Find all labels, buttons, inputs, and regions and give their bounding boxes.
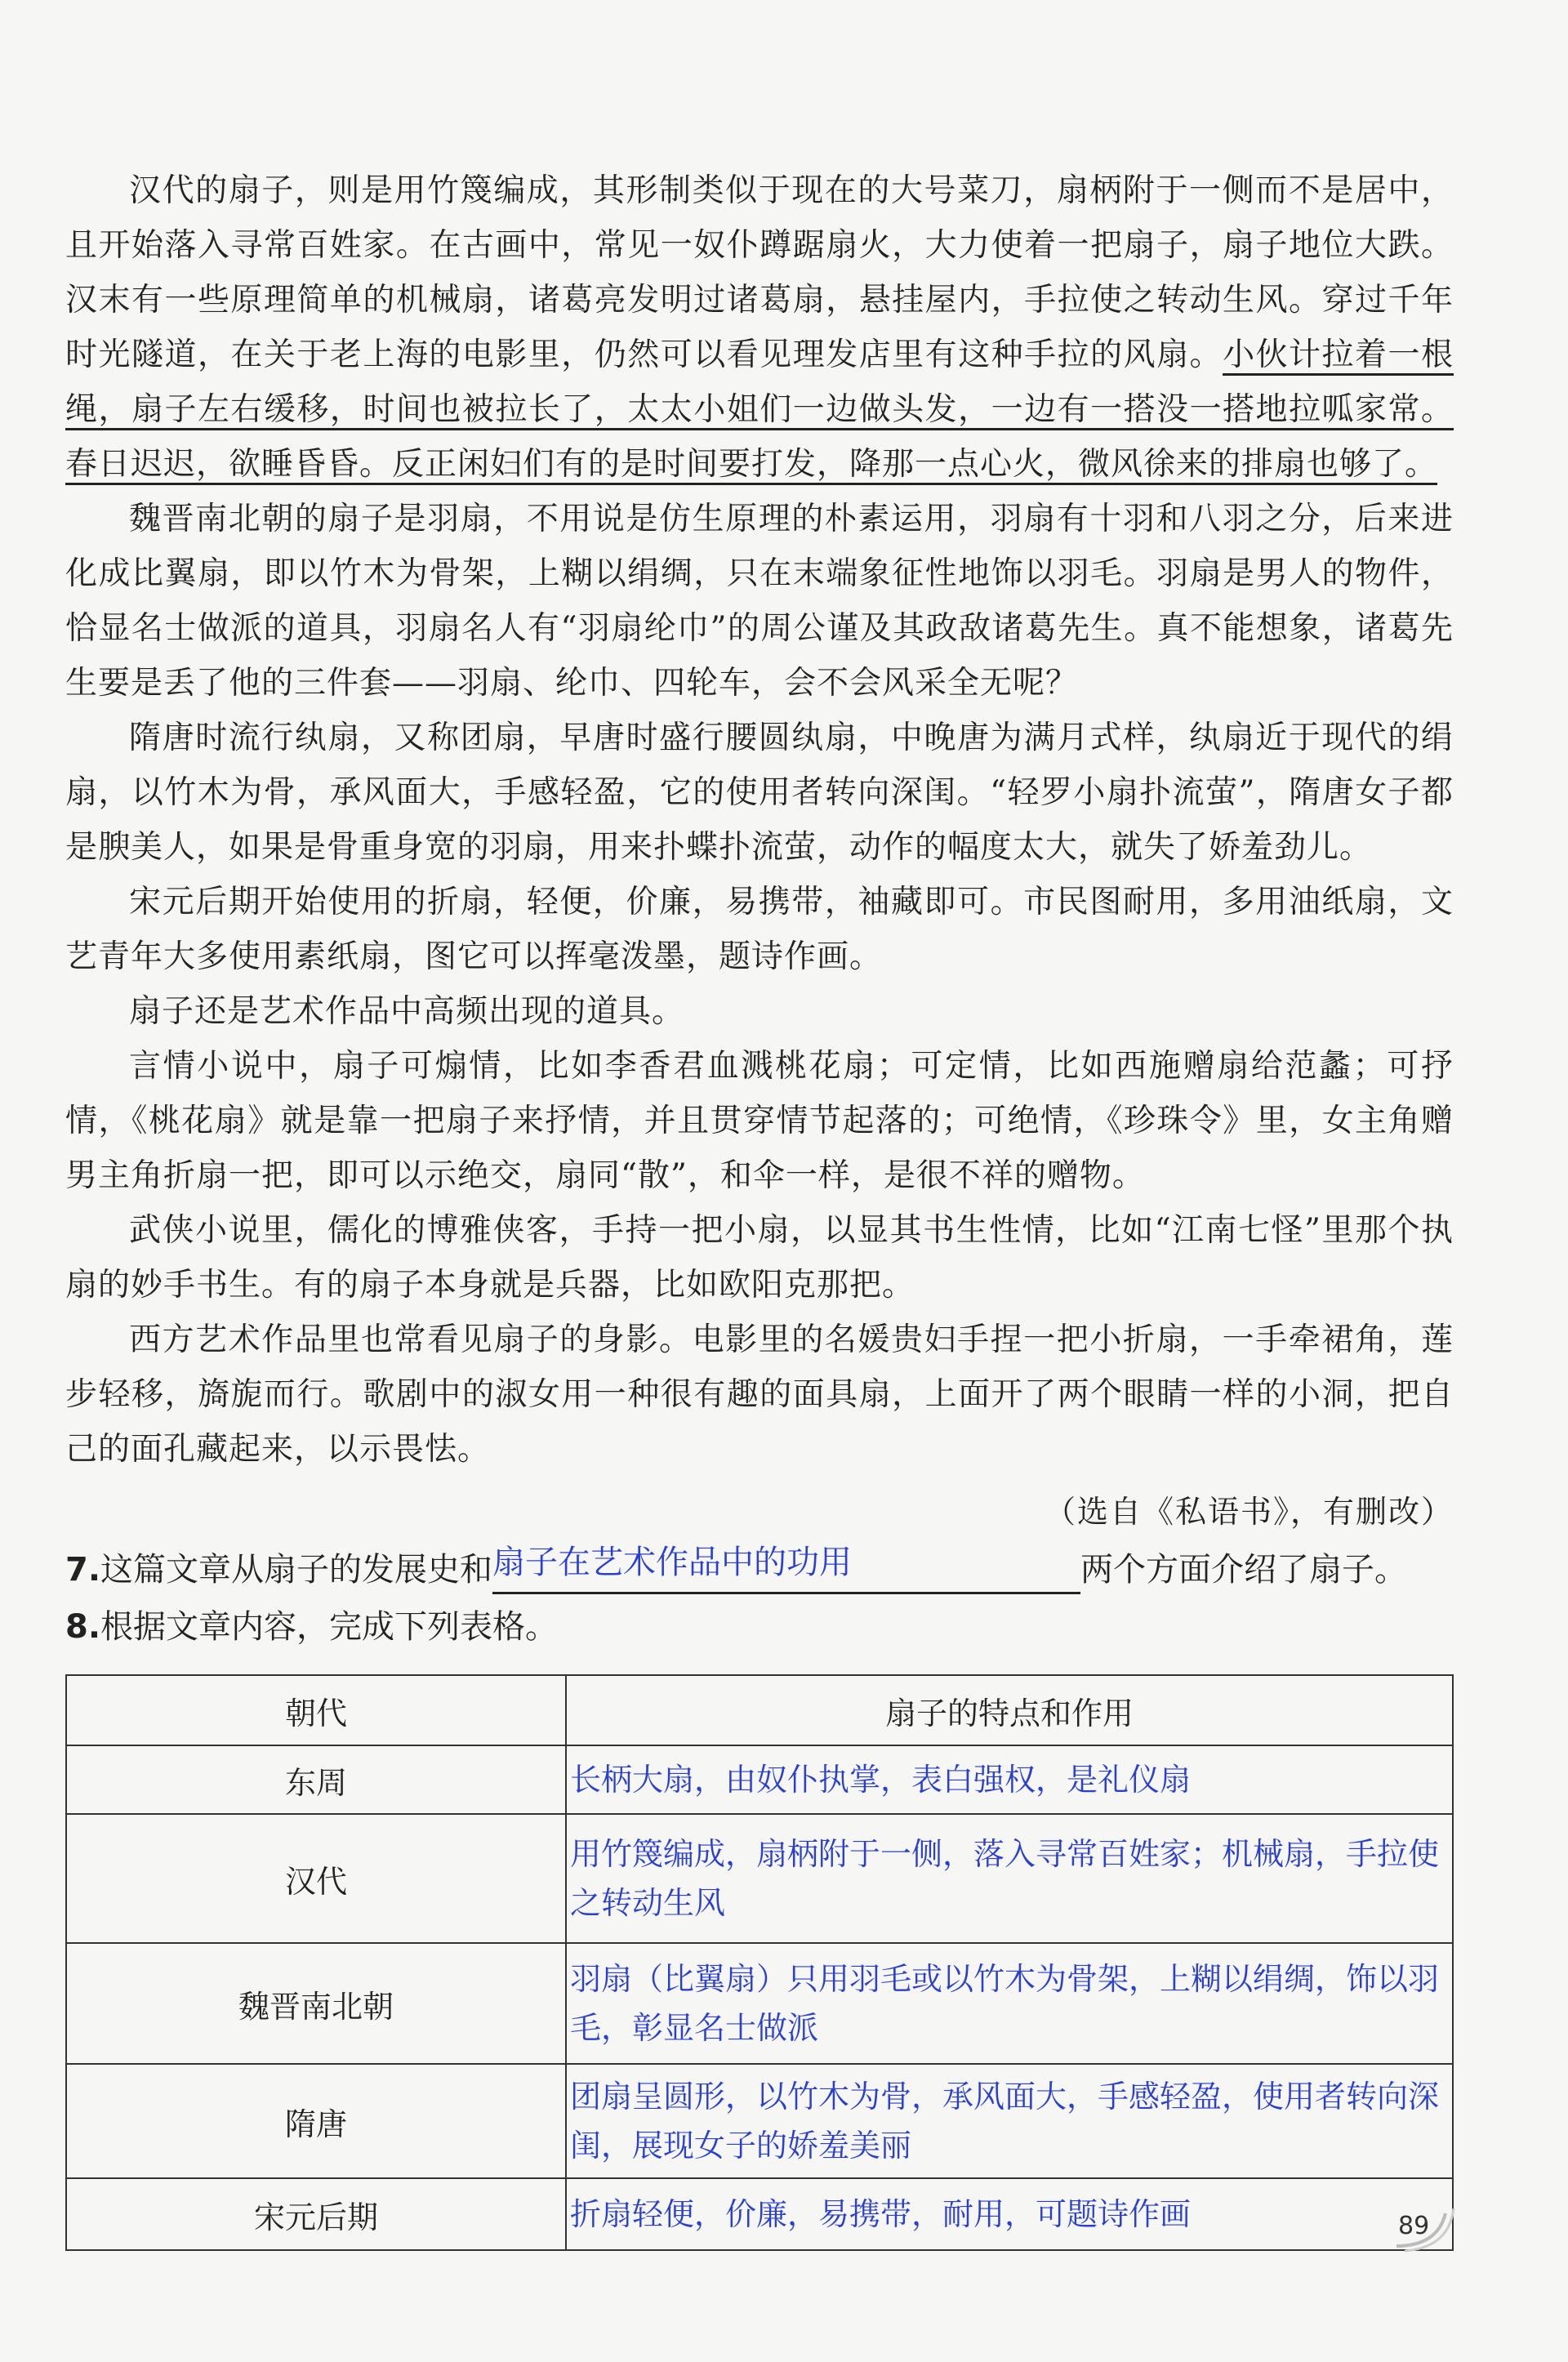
paragraph-wuxia: 武侠小说里，儒化的博雅侠客，手持一把小扇，以显其书生性情，比如“江南七怪”里那个执扇的妙手书生。有的扇子本身就是兵器，比如欧阳克那把。 (65, 1212, 1454, 1304)
question-8-prompt: 根据文章内容，完成下列表格。 (100, 1608, 559, 1646)
paragraph-western: 西方艺术作品里也常看见扇子的身影。电影里的名媛贵妇手捏一把小折扇，一手牵裙角，莲步轻移，旖旎而行。歌剧中的淑女用一种很有趣的面具扇，上面开了两个眼睛一样的小洞，把自己的面孔藏起来，以示畏怯。 (65, 1321, 1454, 1468)
dynasty-cell: 汉代 (66, 1814, 566, 1943)
handwritten-answer: 折扇轻便，价廉，易携带，耐用，可题诗作画 (570, 2196, 1192, 2232)
table-row (66, 2064, 1453, 2178)
handwritten-answer: 用竹篾编成，扇柄附于一侧，落入寻常百姓家；机械扇，手拉使之转动生风 (570, 1836, 1440, 1921)
table-row (66, 1943, 1453, 2064)
question-7-number: 7. (65, 1551, 101, 1589)
answer-cell[interactable] (566, 1745, 1453, 1814)
question-8-number: 8. (65, 1608, 101, 1646)
header-features: 扇子的特点和作用 (566, 1675, 1453, 1745)
answer-cell[interactable] (566, 1943, 1453, 2064)
table-row (66, 1745, 1453, 1814)
handwritten-answer: 羽扇（比翼扇）只用羽毛或以竹木为骨架，上糊以绢绸，饰以羽毛，彰显名士做派 (570, 1961, 1440, 2046)
dynasty-cell: 隋唐 (66, 2064, 566, 2178)
page-number: 89 (1398, 2212, 1430, 2240)
source-citation: （选自《私语书》，有删改） (1044, 1494, 1454, 1530)
fan-table (65, 1674, 1454, 2251)
paragraph-sui-tang: 隋唐时流行纨扇，又称团扇，早唐时盛行腰圆纨扇，中晚唐为满月式样，纨扇近于现代的绢扇，以竹木为骨，承风面大，手感轻盈，它的使用者转向深闺。“轻罗小扇扑流萤”，隋唐女子都是腴美人，如果是骨重身宽的羽扇，用来扑蝶扑流萤，动作的幅度太大，就失了娇羞劲儿。 (65, 720, 1454, 866)
paragraph-romance: 言情小说中，扇子可煽情，比如李香君血溅桃花扇；可定情，比如西施赠扇给范蠡；可抒情，《桃花扇》就是靠一把扇子来抒情，并且贯穿情节起落的；可绝情，《珍珠令》里，女主角赠男主角折扇一把，即可以示绝交，扇同“散”，和伞一样，是很不祥的赠物。 (65, 1048, 1454, 1194)
dynasty-cell: 东周 (66, 1745, 566, 1814)
paragraph-han-text: 汉代的扇子，则是用竹篾编成，其形制类似于现在的大号菜刀，扇柄附于一侧而不是居中，且开始落入寻常百姓家。在古画中，常见一奴仆蹲踞扇火，大力使着一把扇子，扇子地位大跌。汉末有一些原理简单的机械扇，诸葛亮发明过诸葛扇，悬挂屋内，手拉使之转动生风。穿过千年时光隧道，在关于老上海的电影里，仍然可以看见理发店里有这种手拉的风扇。 (65, 172, 1454, 373)
question-7-prompt: 这篇文章从扇子的发展史和 (100, 1551, 493, 1589)
table-row (66, 1814, 1453, 1943)
question-8 (65, 1602, 558, 1651)
dynasty-cell: 宋元后期 (66, 2178, 566, 2250)
handwritten-answer: 长柄大扇，由奴仆执掌，表白强权，是礼仪扇 (570, 1762, 1192, 1798)
answer-cell[interactable] (566, 1814, 1453, 1943)
answer-cell[interactable] (566, 2178, 1453, 2250)
table-header-row (66, 1675, 1453, 1745)
header-dynasty: 朝代 (66, 1675, 566, 1745)
question-7-answer: 扇子在艺术作品中的功用 (492, 1544, 853, 1581)
paragraph-han (65, 163, 1454, 492)
paragraph-wei-jin: 魏晋南北朝的扇子是羽扇，不用说是仿生原理的朴素运用，羽扇有十羽和八羽之分，后来进化成比翼扇，即以竹木为骨架，上糊以绢绸，只在末端象征性地饰以羽毛。羽扇是男人的物件，恰显名士做派的道具，羽扇名人有“羽扇纶巾”的周公谨及其政敌诸葛先生。真不能想象，诸葛先生要是丢了他的三件套——羽扇、纶巾、四轮车，会不会风采全无呢？ (65, 501, 1454, 702)
answer-cell[interactable] (566, 2064, 1453, 2178)
paragraph-song-yuan: 宋元后期开始使用的折扇，轻便，价廉，易携带，袖藏即可。市民图耐用，多用油纸扇，文艺青年大多使用素纸扇，图它可以挥毫泼墨，题诗作画。 (65, 884, 1454, 975)
paragraph-art: 扇子还是艺术作品中高频出现的道具。 (129, 993, 685, 1030)
table-row (66, 2178, 1453, 2250)
question-7-suffix: 两个方面介绍了扇子。 (1080, 1551, 1408, 1589)
underlined-sentence: 小伙计拉着一根绳，扇子左右缓移，时间也被拉长了，太太小姐们一边做头发，一边有一搭没一搭地拉呱家常。春日迟迟，欲睡昏昏。反正闲妇们有的是时间要打发，降那一点心火，微风徐来的排扇也够了。 (65, 336, 1454, 483)
article-text (65, 163, 1454, 1477)
handwritten-answer: 团扇呈圆形，以竹木为骨，承风面大，手感轻盈，使用者转向深闺，展现女子的娇羞美丽 (570, 2079, 1440, 2164)
dynasty-cell: 魏晋南北朝 (66, 1943, 566, 2064)
question-7 (65, 1545, 1503, 1594)
question-7-blank[interactable] (492, 1544, 1080, 1594)
